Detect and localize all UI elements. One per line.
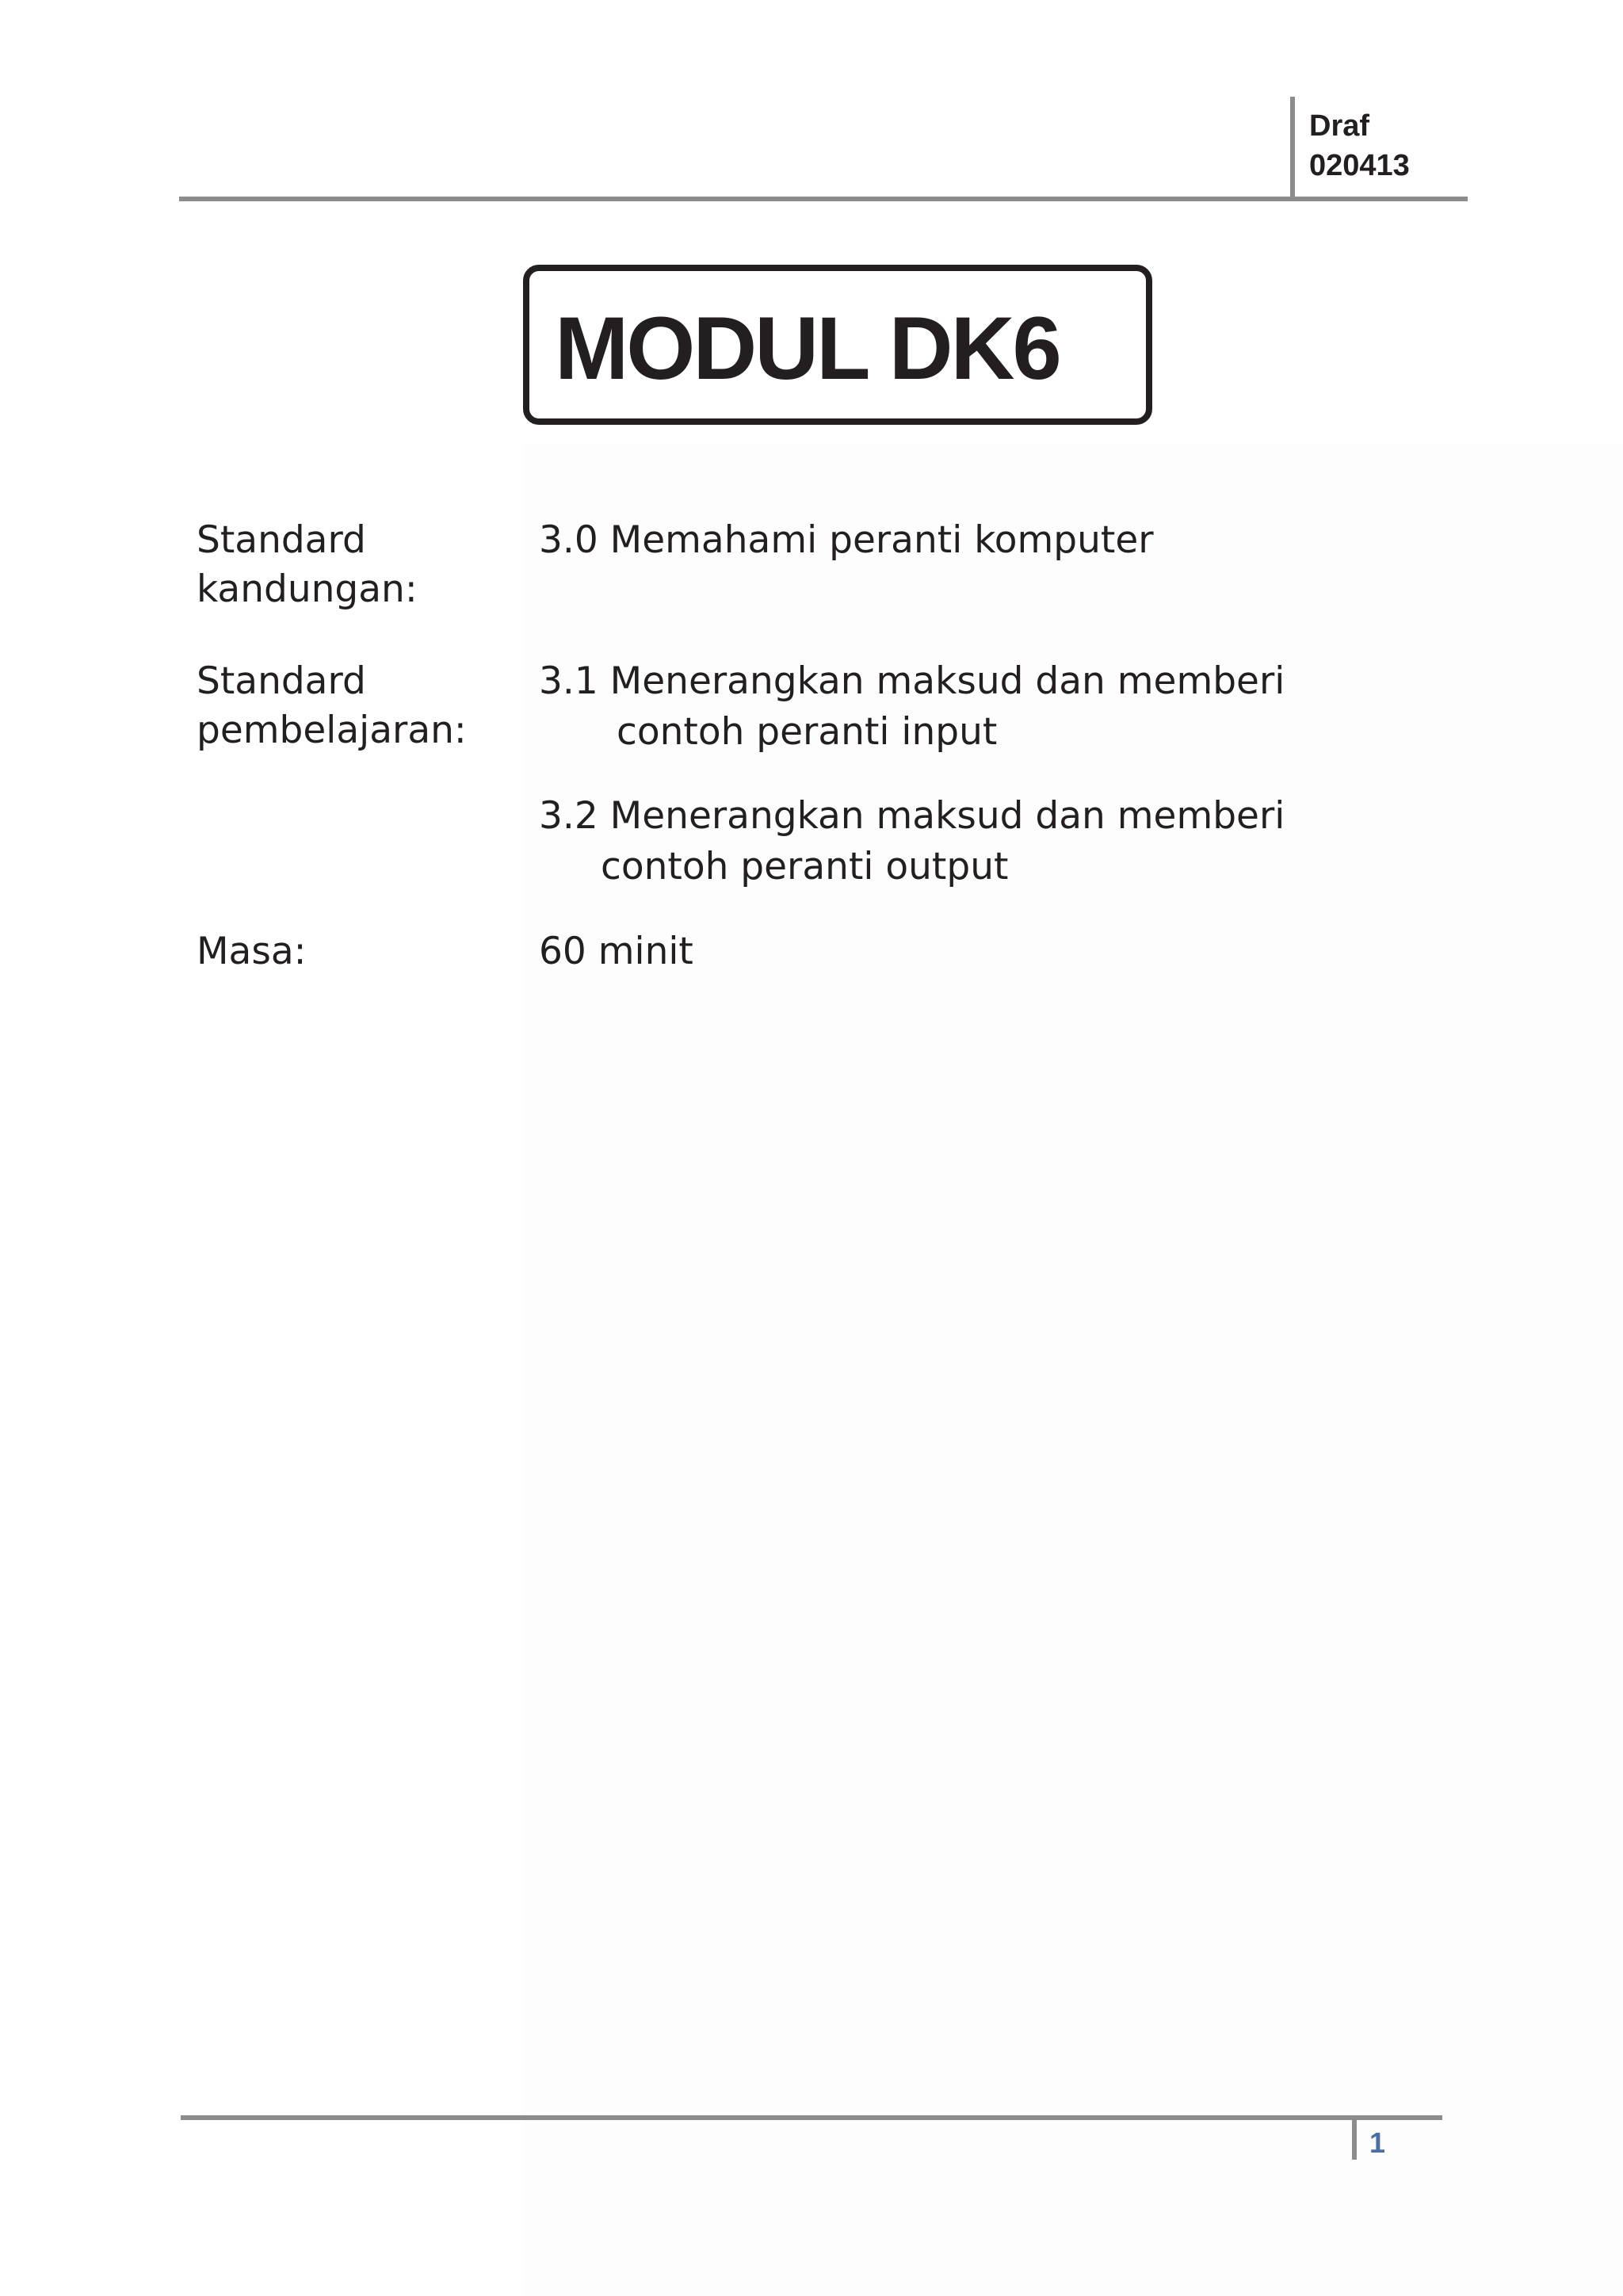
item-2-line2: contoh peranti output	[601, 845, 1009, 888]
footer-divider-vertical	[1352, 2120, 1357, 2160]
standard-kandungan-label-line1: Standard	[197, 518, 366, 562]
standard-pembelajaran-label-line2: pembelajaran:	[197, 709, 467, 752]
draft-label-line1: Draf	[1309, 109, 1370, 143]
standard-pembelajaran-item-1	[539, 656, 1285, 758]
page-title: MODUL DK6	[555, 299, 1060, 398]
item-1-line2: contoh peranti input	[617, 710, 998, 754]
standard-pembelajaran-label	[197, 657, 467, 755]
draft-label	[1309, 106, 1410, 185]
footer-divider	[181, 2115, 1442, 2120]
masa-label: Masa:	[197, 930, 307, 973]
title-box	[523, 265, 1152, 425]
item-1-line1: 3.1 Menerangkan maksud dan memberi	[539, 659, 1285, 703]
standard-pembelajaran-label-line1: Standard	[197, 659, 366, 703]
header-divider-vertical	[1290, 97, 1295, 198]
standard-kandungan-value: 3.0 Memahami peranti komputer	[539, 518, 1154, 562]
draft-label-line2: 020413	[1309, 149, 1410, 182]
masa-value: 60 minit	[539, 930, 693, 973]
standard-kandungan-label	[197, 516, 418, 614]
standard-kandungan-label-line2: kandungan:	[197, 567, 418, 611]
page-number: 1	[1369, 2126, 1386, 2159]
header-divider	[179, 197, 1468, 201]
item-2-line1: 3.2 Menerangkan maksud dan memberi	[539, 794, 1285, 838]
standard-pembelajaran-item-2	[539, 791, 1285, 892]
